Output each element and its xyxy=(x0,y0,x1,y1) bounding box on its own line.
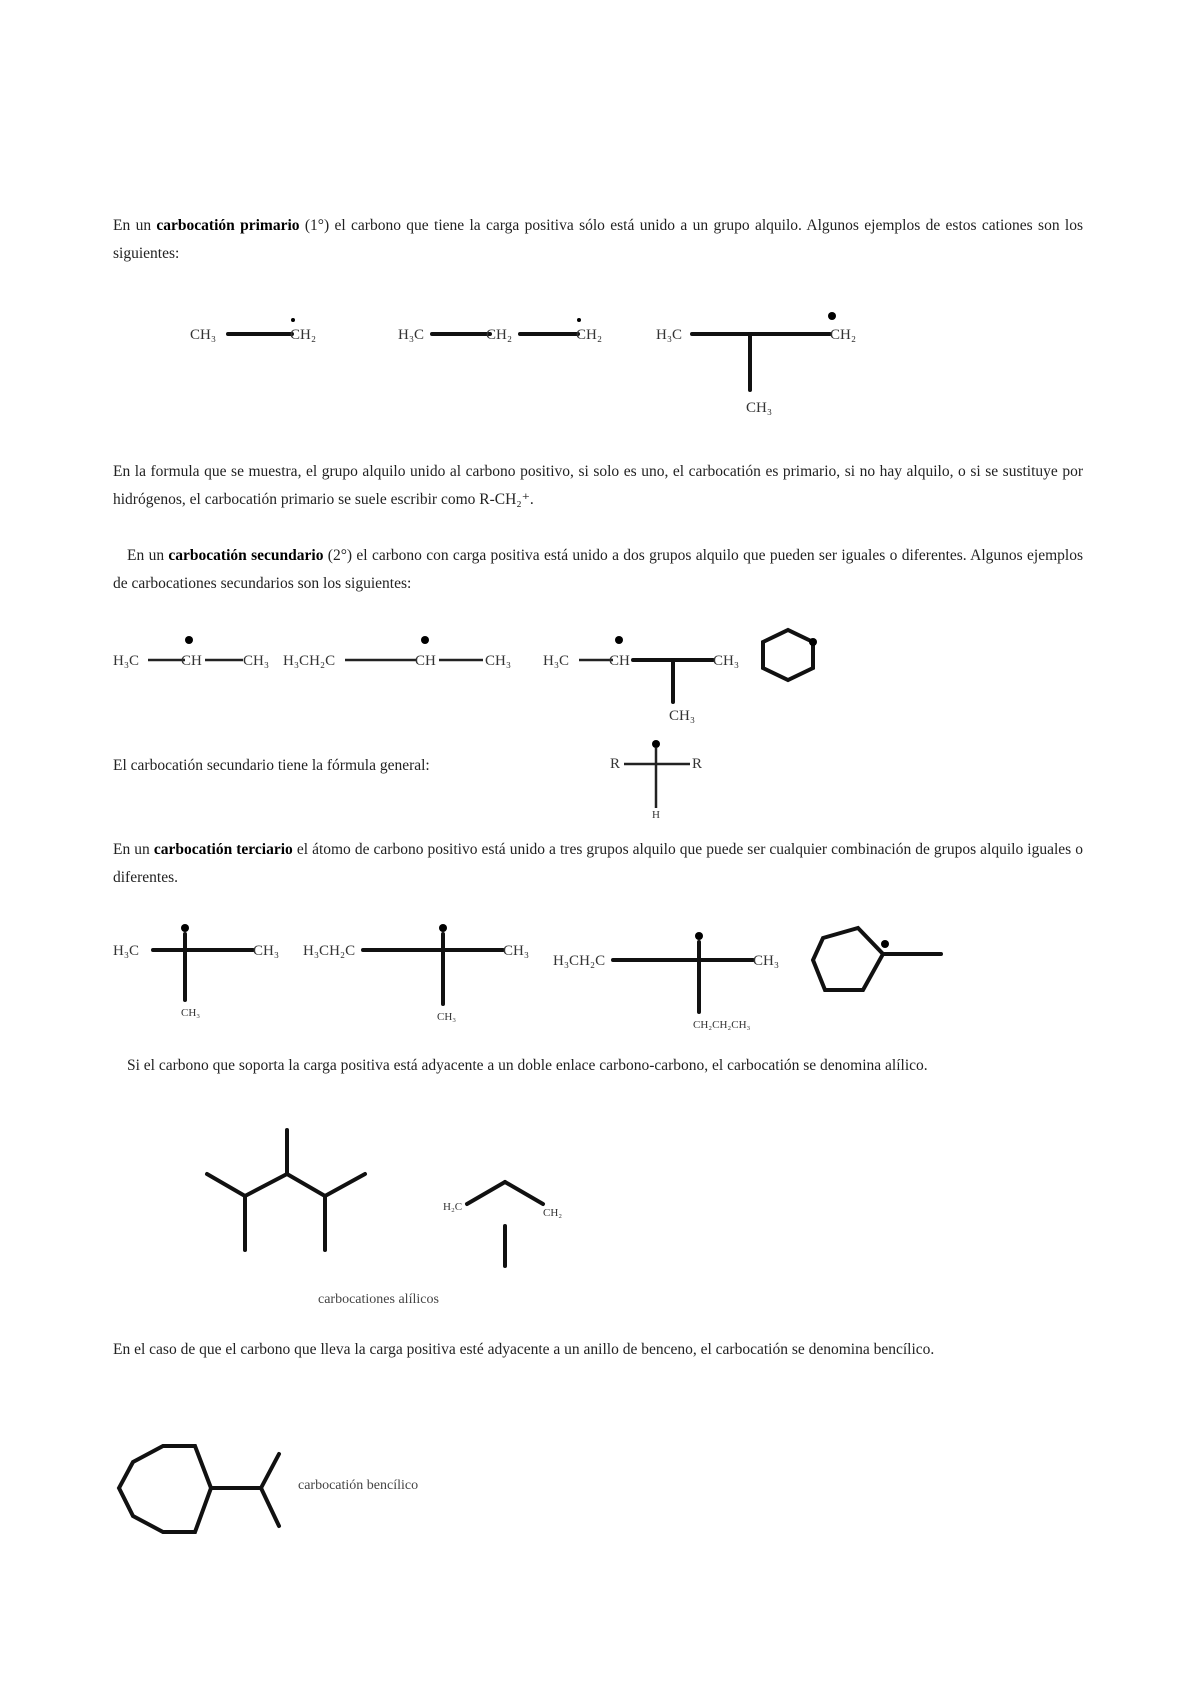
paragraph-allylic: Si el carbono que soporta la carga positiva está adyacente a un doble enlace carbono-carbono, el carbocatión se denomina alílico. xyxy=(127,1057,928,1074)
label: CH₃ xyxy=(243,653,270,669)
label: CH₃ xyxy=(713,653,740,669)
term-secondary: carbocatión secundario xyxy=(168,547,324,564)
charge-dot xyxy=(577,318,581,322)
molecule-allylic-1 xyxy=(207,1130,365,1250)
caption-benzylic: carbocatión bencílico xyxy=(298,1478,419,1493)
molecule-cyclohexyl-cation xyxy=(763,630,817,680)
label: H₃CH₂C xyxy=(283,653,336,669)
charge-dot xyxy=(881,940,889,948)
charge-dot xyxy=(291,318,295,322)
label: CH₂ xyxy=(290,327,317,343)
bond xyxy=(261,1488,279,1526)
molecule-secondary-3 xyxy=(543,636,739,724)
molecule-tertiary-2 xyxy=(303,924,529,1023)
charge-dot xyxy=(695,932,703,940)
bond xyxy=(287,1174,325,1196)
label: CH₃ xyxy=(669,708,696,724)
molecule-tertiary-3 xyxy=(553,932,779,1031)
bond xyxy=(505,1182,543,1204)
figure-tertiary-examples xyxy=(113,920,973,1040)
secondary-structures xyxy=(113,620,893,730)
label: H₃CH₂C xyxy=(303,943,356,959)
bond xyxy=(245,1174,287,1196)
label: CH₂ xyxy=(576,327,603,343)
charge-dot xyxy=(185,636,193,644)
label: H₂C xyxy=(443,1201,463,1213)
benzene-ring xyxy=(119,1446,211,1532)
label: R xyxy=(610,756,621,772)
text-rest: el átomo de carbono positivo está unido a tres grupos alquilo que puede ser cualquier combinación de grupos alquilo iguales o diferentes. xyxy=(113,841,1084,886)
paragraph-secondary-formula: El carbocatión secundario tiene la fórmula general: xyxy=(113,757,430,774)
label: CH₂ xyxy=(543,1207,563,1219)
paragraph-tertiary xyxy=(113,836,1083,892)
bond xyxy=(261,1454,279,1488)
label: CH₃ xyxy=(253,943,280,959)
charge-dot xyxy=(809,638,817,646)
text-lead: En un xyxy=(127,547,169,564)
charge-dot xyxy=(828,312,836,320)
label: CH₃ xyxy=(437,1011,457,1023)
figure-secondary-general xyxy=(610,738,720,823)
text-lead: En un xyxy=(113,217,157,234)
term-primary: carbocatión primario xyxy=(156,217,300,234)
label: CH xyxy=(415,653,436,669)
caption-allylic: carbocationes alílicos xyxy=(318,1292,439,1307)
label: CH₃ xyxy=(190,327,217,343)
general-formula xyxy=(610,738,720,821)
charge-dot xyxy=(181,924,189,932)
label: CH₃ xyxy=(181,1007,201,1019)
ring xyxy=(763,630,813,680)
label: H₃C xyxy=(398,327,425,343)
molecule-allylic-2 xyxy=(443,1182,562,1266)
bond xyxy=(325,1174,365,1196)
ring xyxy=(813,928,883,990)
label: CH₂ xyxy=(486,327,513,343)
label: H₃C xyxy=(113,653,140,669)
label: H₃CH₂C xyxy=(553,953,606,969)
primary-structures xyxy=(180,290,900,420)
label: CH₃ xyxy=(746,400,773,416)
figure-benzylic xyxy=(113,1440,293,1555)
text-rest: (1°) el carbono que tiene la carga positiva sólo está unido a un grupo alquilo. Algunos ejemplos de estos cationes son los siguientes: xyxy=(113,217,1083,262)
text-rest: (2°) el carbono con carga positiva está unido a dos grupos alquilo que pueden ser iguales o diferentes. Algunos ejemplos de carbocationes secundarios son los siguientes: xyxy=(113,547,1084,592)
label: CH xyxy=(181,653,202,669)
molecule-cyclopentyl-cation xyxy=(813,928,941,990)
label: H₃C xyxy=(656,327,683,343)
molecule-primary-1 xyxy=(190,318,316,343)
benzyl-cation xyxy=(113,1440,293,1550)
label: H₃C xyxy=(543,653,570,669)
charge-dot xyxy=(615,636,623,644)
paragraph-secondary xyxy=(113,542,1083,598)
molecule-primary-2 xyxy=(398,318,602,343)
label: CH₃ xyxy=(753,953,780,969)
charge-dot xyxy=(421,636,429,644)
allylic-structures xyxy=(195,1130,615,1280)
paragraph-benzylic: En el caso de que el carbono que lleva la carga positiva esté adyacente a un anillo de benceno, el carbocatión se denomina bencílico. xyxy=(113,1341,935,1358)
label: H₃C xyxy=(113,943,140,959)
label: CH xyxy=(609,653,630,669)
label: CH₂ xyxy=(830,327,857,343)
figure-secondary-examples xyxy=(113,620,893,735)
figure-primary-examples xyxy=(180,290,900,425)
bond xyxy=(207,1174,245,1196)
paragraph-primary-note: En la formula que se muestra, el grupo alquilo unido al carbono positivo, si solo es uno, el carbocatión es primario, si no hay alquilo, o si se sustituye por hidrógenos, el carbocatión primario se suele escribir como R-CH₂⁺. xyxy=(113,463,1083,508)
label: H xyxy=(652,809,660,821)
charge-dot xyxy=(652,740,660,748)
molecule-primary-3 xyxy=(656,312,856,416)
label: CH₂CH₂CH₃ xyxy=(693,1019,751,1031)
charge-dot xyxy=(439,924,447,932)
figure-allylic xyxy=(195,1130,615,1285)
molecule-secondary-1 xyxy=(113,636,269,669)
paragraph-primary xyxy=(113,212,1083,268)
term-tertiary: carbocatión terciario xyxy=(153,841,293,858)
molecule-tertiary-1 xyxy=(113,924,279,1019)
text-lead: En un xyxy=(113,841,154,858)
label: CH₃ xyxy=(485,653,512,669)
label: R xyxy=(692,756,703,772)
label: CH₃ xyxy=(503,943,530,959)
bond xyxy=(467,1182,505,1204)
molecule-secondary-2 xyxy=(283,636,511,669)
tertiary-structures xyxy=(113,920,973,1035)
